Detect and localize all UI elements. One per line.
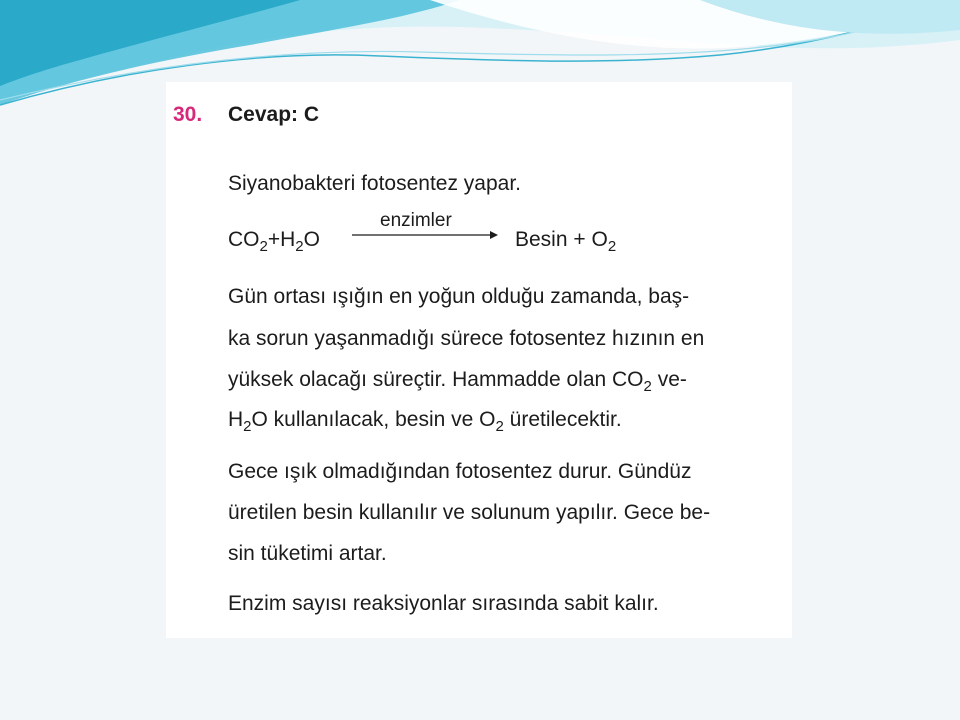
paragraph2-line2: üretilen besin kullanılır ve solunum yapılır. Gece be- [228,501,711,524]
question-number: 30. [173,103,203,126]
reaction-arrow-icon [352,229,498,241]
paragraph2-line3: sin tüketimi artar. [228,542,387,565]
enzyme-label: enzimler [380,210,452,231]
answer-label: Cevap: C [228,103,320,126]
paragraph1-line2: ka sorun yaşanmadığı sürece fotosentez hızının en [228,327,705,350]
paragraph3-line1: Enzim sayısı reaksiyonlar sırasında sabit kalır. [228,592,659,615]
paragraph2-line1: Gece ışık olmadığından fotosentez durur. Gündüz [228,460,692,483]
paragraph1-line1: Gün ortası ışığın en yoğun olduğu zamanda, baş- [228,285,690,308]
paragraph1-line3: yüksek olacağı süreçtir. Hammadde olan $CO_2$ ve- [228,368,687,395]
equation-products: $Besin + O_2$ [515,228,617,255]
equation-reactants: $CO_2+H_2O$ [228,228,320,255]
paragraph1-line4: $H_2O$ kullanılacak, besin ve $O_2$ üretilecektir. [228,408,622,435]
statement-line: Siyanobakteri fotosentez yapar. [228,172,522,195]
